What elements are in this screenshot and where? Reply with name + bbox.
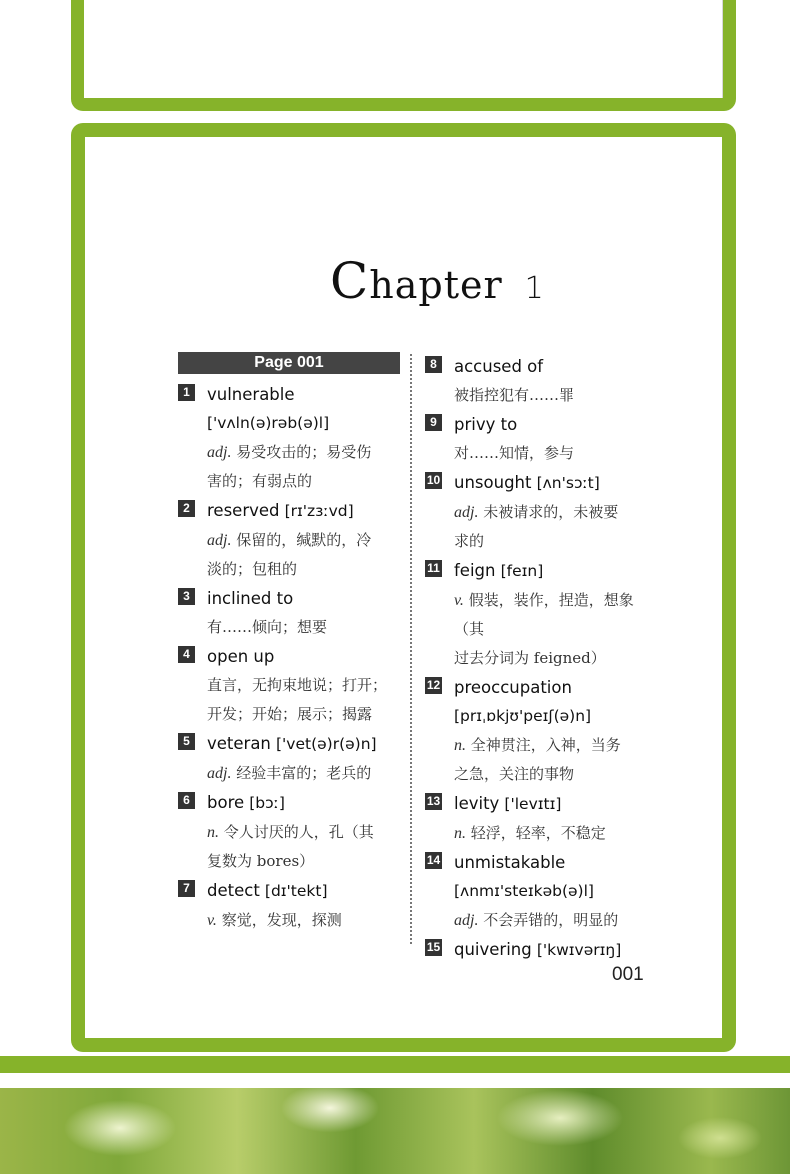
entry-definition [454,731,650,760]
entry-word: unsought [454,473,532,492]
entry-headline [207,788,400,818]
entry-word: reserved [207,501,280,520]
vocab-entry [178,380,400,496]
entry-phonetic: ['kwɪvərɪŋ] [536,941,622,959]
chapter-initial: C [330,252,370,310]
definition-text: 不会弄错的，明显的 [483,911,619,929]
entry-headline [454,410,650,439]
entry-headline [207,729,400,759]
entry-definition [207,467,400,496]
entry-number-badge: 15 [426,940,441,954]
entry-word: levity [454,794,500,813]
entry-word: quivering [454,940,532,959]
entry-word: detect [207,881,260,900]
entry-definition [207,555,400,584]
entry-headline [454,789,650,819]
definition-text: 直言，无拘束地说；打开； [207,676,388,694]
entry-number-badge: 4 [178,646,195,663]
entry-headline [454,848,650,877]
vocab-entry [425,556,650,673]
part-of-speech: n. [207,824,219,841]
entry-headline [207,584,400,613]
entry-number-badge: 7 [178,880,195,897]
vocab-entry [425,468,650,556]
entry-definition [207,526,400,555]
left-entries [178,380,400,935]
entry-headline [454,673,650,702]
entry-phonetic [207,409,400,438]
vocab-column-right [425,352,650,965]
entry-definition [207,700,400,729]
chapter-word: hapter [369,263,503,307]
entry-word: accused of [454,357,544,376]
entry-definition [454,439,650,468]
entry-number-badge: 8 [425,356,442,373]
definition-text: 复数为 bores） [207,852,315,870]
entry-word: veteran [207,734,271,753]
entry-phonetic: ['levɪtɪ] [504,795,562,813]
definition-text: 有……倾向；想要 [207,618,328,636]
entry-definition [207,671,400,700]
green-decor-bar [0,1056,790,1073]
footer-page-number: 001 [612,964,644,985]
vocab-entry [178,496,400,584]
definition-text: 假装，装作，捏造，想象（其 [454,591,634,638]
entry-definition [454,644,650,673]
vocab-entry [425,352,650,410]
entry-definition [207,818,400,847]
entry-definition [454,498,650,527]
entry-word: privy to [454,415,518,434]
part-of-speech: adj. [207,444,232,461]
definition-text: 未被请求的，未被要 [483,503,619,521]
entry-definition [454,819,650,848]
entry-headline [454,468,650,498]
entry-definition [454,586,650,644]
section-band: Page 001 [178,352,400,374]
definition-text: ['vʌln(ə)rəb(ə)l] [207,414,330,432]
entry-number-badge: 9 [425,414,442,431]
definition-text: 经验丰富的；老兵的 [236,764,372,782]
entry-headline [207,876,400,906]
chapter-title [330,252,545,310]
entry-number-badge: 10 [426,473,441,487]
entry-number-badge: 11 [425,560,442,577]
part-of-speech: v. [207,912,217,929]
vocab-column-left [178,352,400,935]
entry-headline [207,642,400,671]
entry-phonetic: [ʌn'sɔːt] [536,474,600,492]
entry-definition [207,847,400,876]
vocab-entry [425,935,650,965]
entry-phonetic: ['vet(ə)r(ə)n] [275,735,377,753]
entry-phonetic: [dɪ'tekt] [264,882,328,900]
definition-text: 轻浮，轻率，不稳定 [470,824,606,842]
part-of-speech: n. [454,825,466,842]
part-of-speech: adj. [454,912,479,929]
entry-headline [454,352,650,381]
entry-number-badge: 12 [426,678,441,692]
definition-text: 害的；有弱点的 [207,472,313,490]
entry-phonetic: [bɔː] [249,794,285,812]
vocab-entry [425,789,650,848]
definition-text: 保留的，缄默的，冷 [236,531,372,549]
definition-text: 全神贯注，入神，当务 [470,736,621,754]
vocab-entry [178,642,400,729]
entry-phonetic [454,877,650,906]
vocab-entry [178,729,400,788]
definition-text: 察觉，发现，探测 [221,911,342,929]
entry-definition [207,438,400,467]
entry-word: bore [207,793,245,812]
entry-number-badge: 13 [426,794,441,808]
entry-word: preoccupation [454,678,572,697]
right-entries [425,352,650,965]
top-page-area [84,0,723,98]
entry-word: vulnerable [207,385,295,404]
part-of-speech: n. [454,737,466,754]
entry-number-badge: 6 [178,792,195,809]
definition-text: 淡的；包租的 [207,560,298,578]
entry-headline [454,935,650,965]
definition-text: 易受攻击的；易受伤 [236,443,372,461]
part-of-speech: adj. [207,765,232,782]
vocab-entry [178,876,400,935]
entry-number-badge: 3 [178,588,195,605]
definition-text: [ʌnmɪ'steɪkəb(ə)l] [454,882,594,900]
entry-headline [207,496,400,526]
entry-number-badge: 1 [178,384,195,401]
definition-text: 被指控犯有……罪 [454,386,575,404]
entry-number-badge: 14 [426,853,441,867]
entry-definition [207,906,400,935]
entry-word: feign [454,561,496,580]
entry-definition [207,759,400,788]
entry-definition [454,527,650,556]
entry-word: unmistakable [454,853,566,872]
entry-word: open up [207,647,275,666]
chapter-number: 1 [524,271,545,306]
definition-text: 令人讨厌的人，孔（其 [223,823,374,841]
definition-text: 求的 [454,532,485,550]
entry-number-badge: 5 [178,733,195,750]
entry-definition [207,613,400,642]
definition-text: 对……知情，参与 [454,444,575,462]
vocab-entry [425,673,650,789]
vocab-entry [178,584,400,642]
foliage-banner-image [0,1088,790,1174]
entry-phonetic: [feɪn] [500,562,544,580]
definition-text: 开发；开始；展示；揭露 [207,705,373,723]
part-of-speech: adj. [454,504,479,521]
vocab-entry [425,848,650,935]
vocab-entry [425,410,650,468]
definition-text: 之急，关注的事物 [454,765,575,783]
part-of-speech: v. [454,592,464,609]
vocab-entry [178,788,400,876]
definition-text: 过去分词为 feigned） [454,649,606,667]
entry-word: inclined to [207,589,294,608]
entry-phonetic [454,702,650,731]
entry-number-badge: 2 [178,500,195,517]
entry-headline [207,380,400,409]
definition-text: [prɪˌɒkjʊ'peɪʃ(ə)n] [454,707,592,725]
column-divider [410,354,412,944]
part-of-speech: adj. [207,532,232,549]
entry-definition [454,906,650,935]
entry-phonetic: [rɪ'zɜːvd] [284,502,354,520]
entry-definition [454,760,650,789]
entry-definition [454,381,650,410]
entry-headline [454,556,650,586]
